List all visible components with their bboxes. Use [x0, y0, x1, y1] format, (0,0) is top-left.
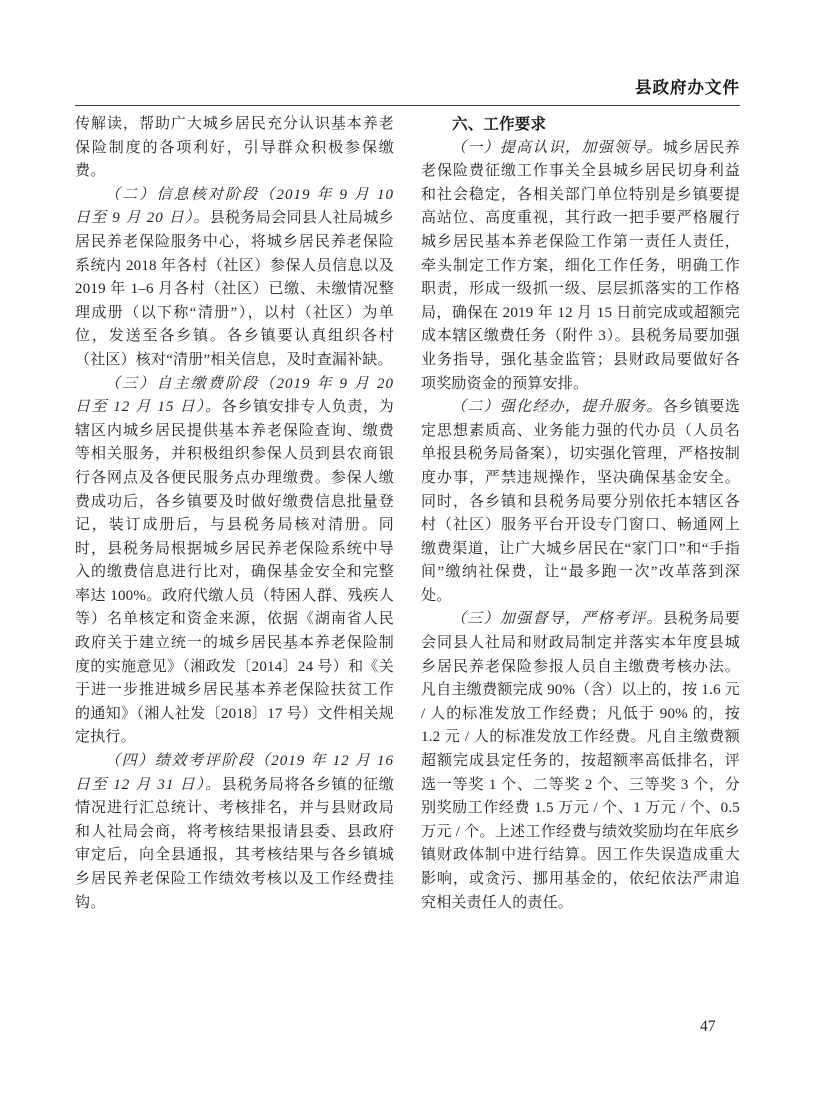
right-column — [421, 113, 740, 915]
paragraph-lead: （三）自主缴费阶段（2019 年 9 月 20 日至 12 月 15 日）。 — [75, 375, 394, 416]
paragraph-lead: （一）提高认识，加强领导。 — [451, 139, 663, 156]
paragraph-item-2 — [421, 396, 740, 608]
left-column — [75, 113, 394, 915]
paragraph-body: 县税务局将各乡镇的征缴情况进行汇总统计、考核排名，并与县财政局和人社局会商，将考核结果报请县委、县政府审定后，向全县通报，其考核结果与各乡镇城乡居民养老保险工作绩效考核以及工作经费挂钩。 — [75, 776, 394, 911]
page-header — [75, 74, 740, 106]
header-title: 县政府办文件 — [635, 79, 740, 97]
paragraph-item-2 — [75, 184, 394, 373]
paragraph-body: 各乡镇安排专人负责，为辖区内城乡居民提供基本养老保险查询、缴费等相关服务，并积极组织参保人员到县农商银行各网点及各便民服务点办理缴费。参保人缴费成功后，各乡镇要及时做好缴费信息批量登记，装订成册后，与县税务局核对清册。同时，县税务局根据城乡居民养老保险系统中导入的缴费信息进行比对，确保基金安全和完整率达 100%。政府代缴人员（特困人群、残疾人等）名单核定和资金来源，依据《湖南省人民政府关于建立统一的城乡居民基本养老保险制度的实施意见》（湘政发〔2014〕24 号）和《关于进一步推进城乡居民基本养老保险扶贫工作的通知》（湘人社发〔2018〕17 号）文件相关规定执行。 — [75, 399, 394, 746]
paragraph-lead: （四）绩效考评阶段（2019 年 12 月 16 日至 12 月 31 日）。 — [75, 753, 394, 793]
page-number: 47 — [700, 1018, 716, 1035]
paragraph-lead: （二）信息核对阶段（2019 年 9 月 10 日至 9 月 20 日）。 — [75, 186, 394, 227]
paragraph-body: 传解读，帮助广大城乡居民充分认识基本养老保险制度的各项利好，引导群众积极参保缴费。 — [75, 116, 394, 180]
section-heading: 六、工作要求 — [452, 116, 547, 133]
paragraph-continuation — [75, 113, 394, 184]
paragraph-body: 城乡居民养老保险费征缴工作事关全县城乡居民切身利益和社会稳定，各相关部门单位特别是乡镇要提高站位、高度重视，其行政一把手要严格履行城乡居民基本养老保险工作第一责任人责任，牵头制定工作方案，细化工作任务，明确工作职责，形成一级抓一级、层层抓落实的工作格局，确保在 2019 年 12 月 15 日前完成或超额完成本辖区缴费任务（附件 3）。县税务局要加强业务指导，强化基金监管；县财政局要做好各项奖励资金的预算安排。 — [421, 139, 740, 392]
paragraph-item-3 — [421, 608, 740, 915]
paragraph-lead: （三）加强督导，严格考评。 — [451, 611, 663, 628]
paragraph-lead: （二）强化经办，提升服务。 — [451, 399, 663, 416]
paragraph-body: 县税务局要会同县人社局和财政局制定并落实本年度县城乡居民养老保险参报人员自主缴费考核办法。凡自主缴费额完成 90%（含）以上的，按 1.6 元 / 人的标准发放工作经费；凡低于 90% 的，按 1.2 元 / 人的标准发放工作经费。凡自主缴费额超额完成县定任务的，按超额率高低排名，评选一等奖 1 个、二等奖 2 个、三等奖 3 个，分别奖励工作经费 1.5 万元 / 个、1 万元 / 个、0.5 万元 / 个。上述工作经费与绩效奖励均在年底乡镇财政体制中进行结算。因工作失误造成重大影响，或贪污、挪用基金的，依纪依法严肃追究相关责任人的责任。 — [421, 611, 740, 911]
paragraph-item-4 — [75, 750, 394, 915]
paragraph-item-1 — [421, 137, 740, 397]
paragraph-item-3 — [75, 373, 394, 751]
paragraph-body: 县税务局会同县人社局城乡居民养老保险服务中心，将城乡居民养老保险系统内 2018 年各村（社区）参保人员信息以及 2019 年 1–6 月各村（社区）已缴、未缴情况整理成册（以下称“清册”），以村（社区）为单位，发送至各乡镇。各乡镇要认真组织各村（社区）核对“清册”相关信息，及时查漏补缺。 — [75, 210, 394, 368]
two-column-body — [75, 113, 740, 915]
paragraph-body: 各乡镇要选定思想素质高、业务能力强的代办员（人员名单报县税务局备案），切实强化管理，严格按制度办事，严禁违规操作，坚决确保基金安全。同时，各乡镇和县税务局要分别依托本辖区各村（社区）服务平台开设专门窗口、畅通网上缴费渠道，让广大城乡居民在“家门口”和“手指间”缴纳社保费，让“最多跑一次”改革落到深处。 — [421, 399, 740, 604]
